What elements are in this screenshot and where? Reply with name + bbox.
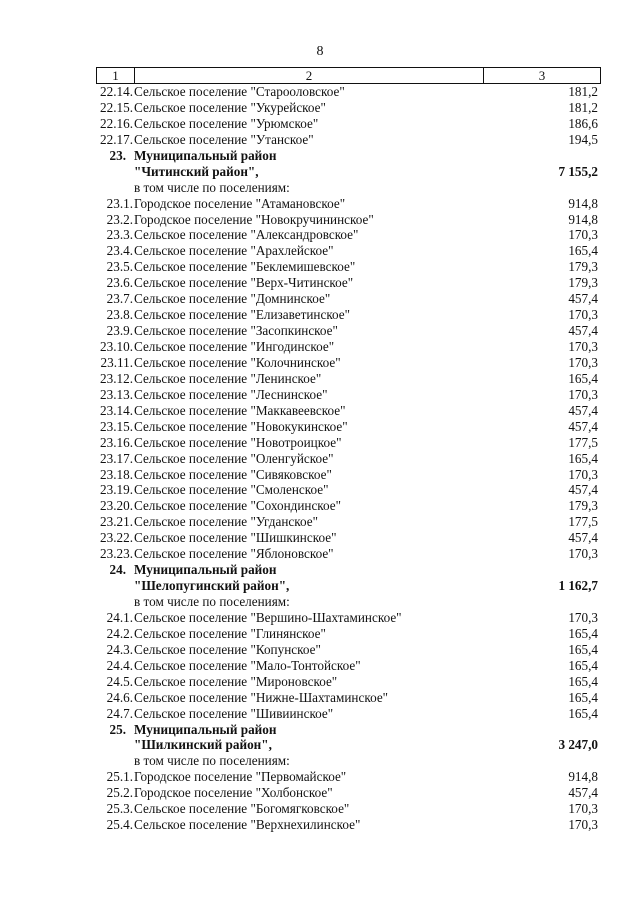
- row-value: 3 247,0: [558, 737, 598, 753]
- row-value: 170,3: [568, 817, 598, 833]
- table-row: [96, 227, 601, 243]
- table-row: [96, 817, 601, 833]
- row-value: 165,4: [568, 657, 598, 673]
- row-number: 23.17.: [100, 450, 133, 466]
- row-value: 179,3: [568, 498, 598, 514]
- row-number: 23.21.: [100, 514, 133, 530]
- row-name: Сельское поселение "Смоленское": [134, 482, 329, 498]
- row-name: Сельское поселение "Шишкинское": [134, 530, 337, 546]
- row-number: 23.23.: [100, 546, 133, 562]
- table-row: [96, 626, 601, 642]
- row-number: 23.14.: [100, 402, 133, 418]
- row-number: 22.17.: [100, 131, 133, 147]
- table-row: [96, 339, 601, 355]
- row-value: 170,3: [568, 354, 598, 370]
- row-value: 179,3: [568, 275, 598, 291]
- row-number: 23.13.: [100, 386, 133, 402]
- row-number: 25.2.: [106, 785, 133, 801]
- header-col-2: 2: [135, 68, 484, 83]
- row-number: 23.5.: [106, 259, 133, 275]
- row-name: Городское поселение "Холбонское": [134, 785, 333, 801]
- row-number: 23.11.: [100, 354, 133, 370]
- row-number: 23.18.: [100, 466, 133, 482]
- row-value: 165,4: [568, 641, 598, 657]
- row-number: 24.6.: [106, 689, 133, 705]
- row-name: в том числе по поселениям:: [134, 179, 290, 195]
- table-row: [96, 100, 601, 116]
- row-number: 24.7.: [106, 705, 133, 721]
- row-number: 23.1.: [106, 195, 133, 211]
- row-number: 23.2.: [106, 211, 133, 227]
- row-value: 170,3: [568, 466, 598, 482]
- table-row: [96, 435, 601, 451]
- row-value: 7 155,2: [558, 163, 598, 179]
- row-name: Сельское поселение "Верхнехилинское": [134, 817, 361, 833]
- row-name: "Читинский район",: [134, 163, 259, 179]
- row-name: Сельское поселение "Яблоновское": [134, 546, 334, 562]
- table-row: [96, 275, 601, 291]
- table-row: [96, 84, 601, 100]
- row-number: 22.16.: [100, 115, 133, 131]
- row-number: 24.5.: [106, 673, 133, 689]
- page-number: 8: [316, 44, 324, 59]
- row-name: "Шилкинский район",: [134, 737, 272, 753]
- row-name: Городское поселение "Новокручининское": [134, 211, 374, 227]
- table-row: [96, 387, 601, 403]
- row-number: 23.3.: [106, 227, 133, 243]
- row-name: Городское поселение "Атамановское": [134, 195, 346, 211]
- table-row: [96, 674, 601, 690]
- row-name: Сельское поселение "Верх-Читинское": [134, 275, 354, 291]
- row-number: 23.9.: [106, 323, 133, 339]
- row-name: Сельское поселение "Сивяковское": [134, 466, 332, 482]
- table-row: [96, 243, 601, 259]
- table-row: [96, 116, 601, 132]
- row-value: 457,4: [568, 291, 598, 307]
- district-row: [96, 737, 601, 753]
- table-row: [96, 196, 601, 212]
- row-value: 165,4: [568, 370, 598, 386]
- table-row: [96, 546, 601, 562]
- row-value: 457,4: [568, 530, 598, 546]
- row-value: 170,3: [568, 307, 598, 323]
- row-number: 22.14.: [100, 84, 133, 99]
- row-number: 25.: [109, 721, 126, 737]
- district-row: [96, 562, 601, 578]
- row-number: 23.8.: [106, 307, 133, 323]
- row-value: 194,5: [568, 131, 598, 147]
- row-name: Сельское поселение "Маккавеевское": [134, 402, 346, 418]
- table-row: [96, 403, 601, 419]
- row-name: Сельское поселение "Нижне-Шахтаминское": [134, 689, 389, 705]
- table-row: [96, 498, 601, 514]
- row-value: 165,4: [568, 689, 598, 705]
- table-row: [96, 323, 601, 339]
- row-value: 914,8: [568, 195, 598, 211]
- row-number: 23.20.: [100, 498, 133, 514]
- row-value: 914,8: [568, 211, 598, 227]
- table-row: [96, 769, 601, 785]
- row-value: 1 162,7: [558, 578, 598, 594]
- row-number: 23.10.: [100, 339, 133, 354]
- row-name: Сельское поселение "Угданское": [134, 514, 318, 530]
- row-value: 170,3: [568, 609, 598, 625]
- table-row: [96, 259, 601, 275]
- row-value: 181,2: [568, 99, 598, 115]
- row-name: Сельское поселение "Богомягковское": [134, 801, 350, 817]
- table-row: [96, 785, 601, 801]
- row-value: 177,5: [568, 434, 598, 450]
- row-name: Сельское поселение "Новокукинское": [134, 418, 348, 434]
- row-value: 165,4: [568, 625, 598, 641]
- row-name: Сельское поселение "Мало-Тонтойское": [134, 657, 361, 673]
- row-name: Сельское поселение "Шивиинское": [134, 705, 334, 721]
- subheading-row: [96, 753, 601, 769]
- row-value: 165,4: [568, 673, 598, 689]
- header-col-1: 1: [97, 68, 135, 83]
- row-name: Сельское поселение "Колочнинское": [134, 354, 341, 370]
- row-name: Сельское поселение "Оленгуйское": [134, 450, 334, 466]
- row-value: 170,3: [568, 227, 598, 243]
- table-row: [96, 514, 601, 530]
- row-value: 170,3: [568, 386, 598, 402]
- row-number: 24.3.: [106, 641, 133, 657]
- row-number: 25.4.: [106, 817, 133, 833]
- row-value: 457,4: [568, 482, 598, 498]
- row-name: Сельское поселение "Старооловское": [134, 84, 345, 99]
- row-name: Сельское поселение "Вершино-Шахтаминское": [134, 609, 402, 625]
- table-row: [96, 530, 601, 546]
- row-number: 23.12.: [100, 370, 133, 386]
- row-name: Сельское поселение "Копунское": [134, 641, 321, 657]
- row-name: в том числе по поселениям:: [134, 594, 290, 609]
- district-row: [96, 164, 601, 180]
- row-name: Муниципальный район: [134, 147, 277, 163]
- table-row: [96, 610, 601, 626]
- table-row: [96, 307, 601, 323]
- table-row: [96, 690, 601, 706]
- table-body: [96, 84, 601, 833]
- row-name: Сельское поселение "Домнинское": [134, 291, 331, 307]
- row-number: 25.3.: [106, 801, 133, 817]
- row-number: 24.4.: [106, 657, 133, 673]
- header-col-3: 3: [538, 68, 546, 83]
- row-value: 457,4: [568, 785, 598, 801]
- row-value: 170,3: [568, 801, 598, 817]
- table-row: [96, 419, 601, 435]
- row-number: 24.: [109, 562, 126, 578]
- row-number: 24.2.: [106, 625, 133, 641]
- row-value: 170,3: [568, 339, 598, 354]
- row-name: "Шелопугинский район",: [134, 578, 290, 594]
- row-name: Городское поселение "Первомайское": [134, 769, 347, 785]
- row-number: 23.4.: [106, 243, 133, 259]
- table-header: [96, 67, 601, 84]
- row-value: 457,4: [568, 418, 598, 434]
- row-value: 186,6: [568, 115, 598, 131]
- row-name: Сельское поселение "Сохондинское": [134, 498, 342, 514]
- row-value: 170,3: [568, 546, 598, 562]
- row-name: Сельское поселение "Урюмское": [134, 115, 319, 131]
- row-name: Муниципальный район: [134, 721, 277, 737]
- row-number: 23.22.: [100, 530, 133, 546]
- row-value: 177,5: [568, 514, 598, 530]
- row-name: Сельское поселение "Беклемишевское": [134, 259, 356, 275]
- district-row: [96, 148, 601, 164]
- table-row: [96, 355, 601, 371]
- subheading-row: [96, 594, 601, 610]
- row-number: 24.1.: [106, 609, 133, 625]
- row-name: Сельское поселение "Ленинское": [134, 370, 322, 386]
- table-row: [96, 801, 601, 817]
- row-name: Сельское поселение "Елизаветинское": [134, 307, 351, 323]
- row-number: 22.15.: [100, 99, 133, 115]
- row-value: 165,4: [568, 450, 598, 466]
- table-row: [96, 642, 601, 658]
- row-name: Сельское поселение "Глинянское": [134, 625, 326, 641]
- table-row: [96, 212, 601, 228]
- row-value: 179,3: [568, 259, 598, 275]
- table-row: [96, 482, 601, 498]
- table-row: [96, 467, 601, 483]
- table-row: [96, 291, 601, 307]
- row-number: 25.1.: [106, 769, 133, 785]
- row-value: 165,4: [568, 705, 598, 721]
- table-row: [96, 451, 601, 467]
- row-value: 457,4: [568, 402, 598, 418]
- row-number: 23.7.: [106, 291, 133, 307]
- row-value: 165,4: [568, 243, 598, 259]
- row-name: Муниципальный район: [134, 562, 277, 578]
- row-number: 23.15.: [100, 418, 133, 434]
- row-name: Сельское поселение "Новотроицкое": [134, 434, 342, 450]
- row-name: Сельское поселение "Ингодинское": [134, 339, 335, 354]
- row-number: 23.19.: [100, 482, 133, 498]
- row-name: Сельское поселение "Арахлейское": [134, 243, 334, 259]
- row-name: Сельское поселение "Александровское": [134, 227, 359, 243]
- table-row: [96, 658, 601, 674]
- row-name: Сельское поселение "Укурейское": [134, 99, 326, 115]
- row-value: 457,4: [568, 323, 598, 339]
- row-name: Сельское поселение "Леснинское": [134, 386, 328, 402]
- row-name: Сельское поселение "Мироновское": [134, 673, 338, 689]
- table-row: [96, 706, 601, 722]
- row-name: Сельское поселение "Утанское": [134, 131, 314, 147]
- row-name: Сельское поселение "Засопкинское": [134, 323, 338, 339]
- row-number: 23.6.: [106, 275, 133, 291]
- row-number: 23.16.: [100, 434, 133, 450]
- row-value: 181,2: [568, 84, 598, 99]
- row-name: в том числе по поселениям:: [134, 753, 290, 769]
- district-row: [96, 722, 601, 738]
- district-row: [96, 578, 601, 594]
- row-value: 914,8: [568, 769, 598, 785]
- row-number: 23.: [109, 147, 126, 163]
- table-row: [96, 132, 601, 148]
- subheading-row: [96, 180, 601, 196]
- table-row: [96, 371, 601, 387]
